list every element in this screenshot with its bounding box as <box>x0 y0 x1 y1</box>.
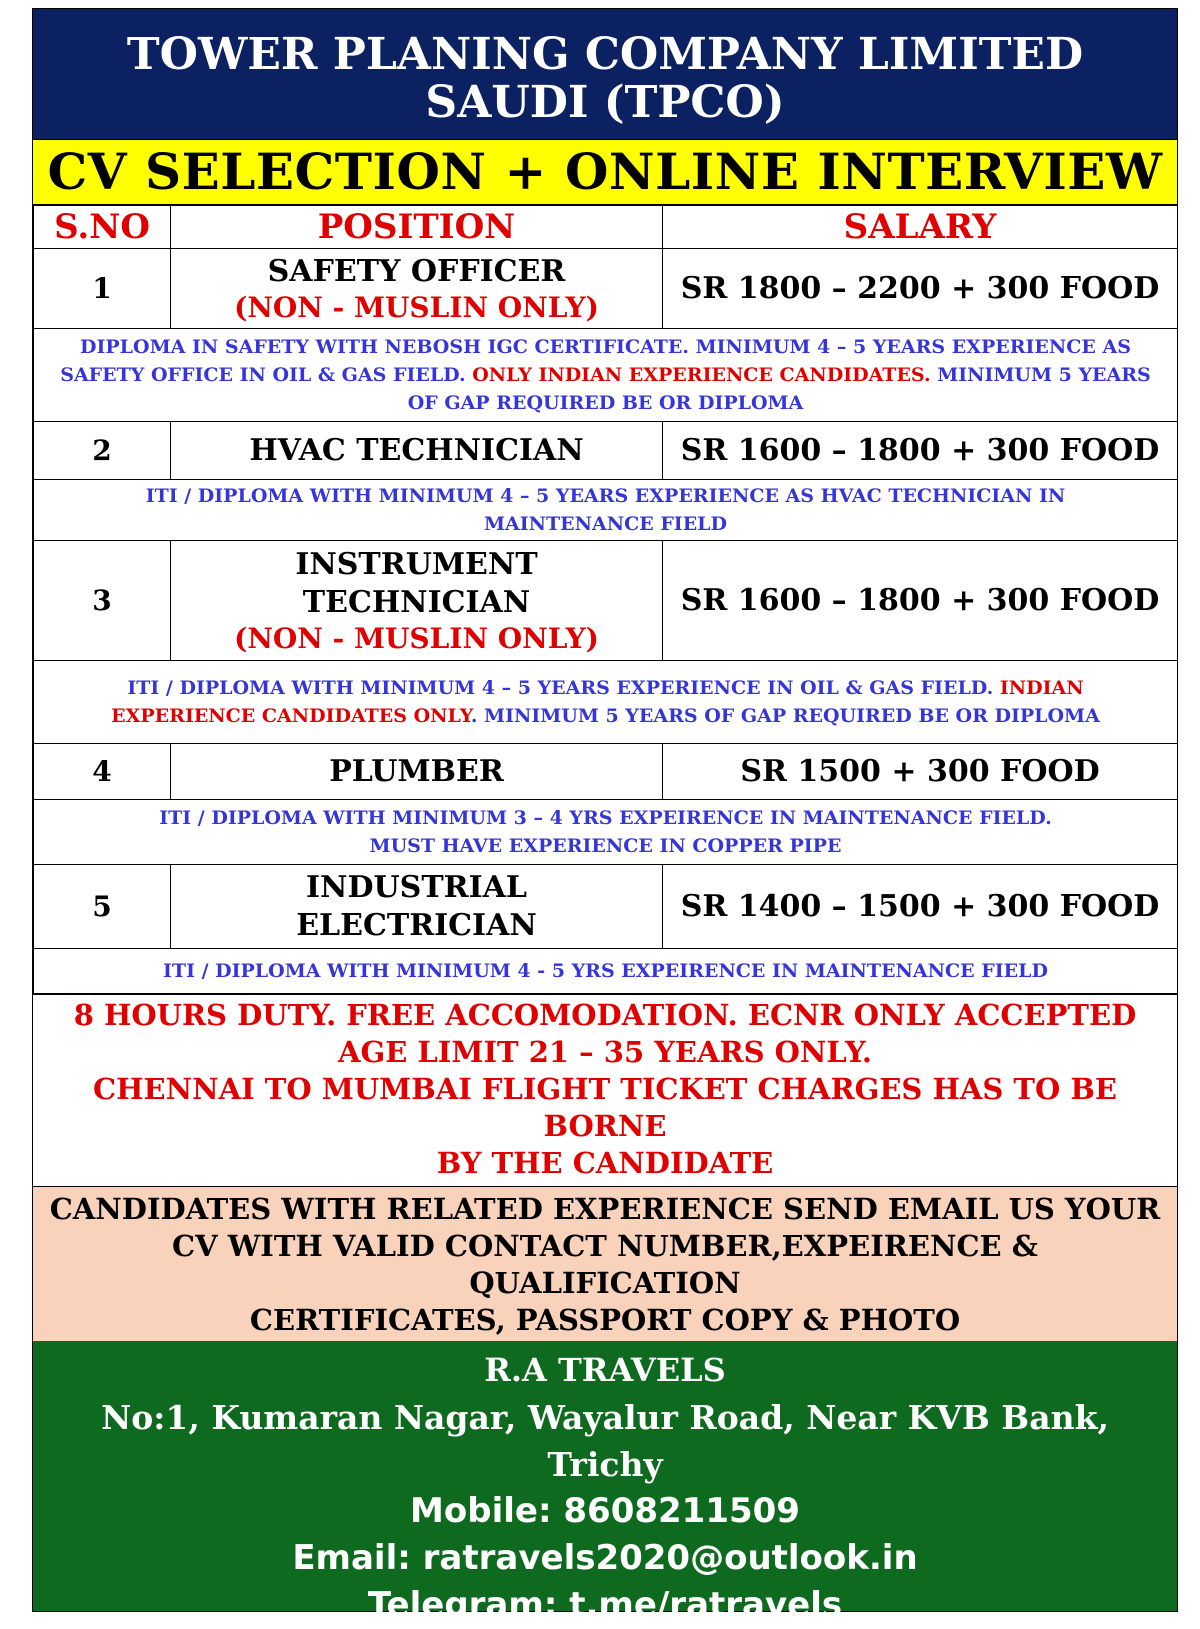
row-sno: 1 <box>34 249 171 329</box>
row-position <box>171 865 663 949</box>
desc-text: ITI / DIPLOMA WITH MINIMUM 4 – 5 YEARS EXPERIENCE IN OIL & GAS FIELD. <box>127 677 994 699</box>
agency-email: Email: ratravels2020@outlook.in <box>292 1538 918 1578</box>
row-position <box>171 249 663 329</box>
row-description <box>34 329 1178 422</box>
terms-line: 8 HOURS DUTY. FREE ACCOMODATION. ECNR ONLY ACCEPTED <box>73 998 1137 1032</box>
agency-address: No:1, Kumaran Nagar, Wayalur Road, Near KVB Bank, <box>101 1398 1109 1437</box>
row-position <box>171 541 663 661</box>
row-salary: SR 1600 – 1800 + 300 FOOD <box>663 541 1178 661</box>
table-row <box>34 744 1178 800</box>
table-row <box>34 422 1178 480</box>
row-description <box>34 480 1178 541</box>
desc-text: ITI / DIPLOMA WITH MINIMUM 3 – 4 YRS EXPEIRENCE IN MAINTENANCE FIELD. <box>159 807 1052 829</box>
table-row <box>34 249 1178 329</box>
company-name: TOWER PLANING COMPANY LIMITED <box>126 29 1084 80</box>
agency-mobile: Mobile: 8608211509 <box>410 1491 800 1531</box>
row-sno: 5 <box>34 865 171 949</box>
row-salary: SR 1400 – 1500 + 300 FOOD <box>663 865 1178 949</box>
agency-contact <box>33 1341 1177 1625</box>
position-title: SAFETY OFFICER <box>267 253 566 289</box>
table-row <box>34 865 1178 949</box>
table-header-row <box>34 206 1178 249</box>
column-header-sno: S.NO <box>34 206 171 249</box>
desc-text: DIPLOMA IN SAFETY WITH NEBOSH IGC CERTIFICATE. MINIMUM 4 – 5 YEARS EXPERIENCE AS SAFETY OFFICE IN OIL & GAS FIELD. <box>60 336 1131 386</box>
application-instructions <box>33 1186 1177 1341</box>
desc-highlight: ONLY INDIAN EXPERIENCE CANDIDATES. <box>465 364 931 386</box>
desc-text: ITI / DIPLOMA WITH MINIMUM 4 - 5 YRS EXPEIRENCE IN MAINTENANCE FIELD <box>34 949 1178 994</box>
terms-line: BY THE CANDIDATE <box>436 1146 774 1180</box>
position-title: INDUSTRIAL <box>306 869 527 905</box>
desc-text: MUST HAVE EXPERIENCE IN COPPER PIPE <box>369 835 842 857</box>
column-header-salary: SALARY <box>663 206 1178 249</box>
column-header-position: POSITION <box>171 206 663 249</box>
position-title: INSTRUMENT <box>295 546 538 582</box>
agency-telegram: Telegram: t.me/ratravels <box>367 1585 843 1625</box>
position-note: (NON - MUSLIN ONLY) <box>234 621 599 655</box>
row-salary: SR 1600 – 1800 + 300 FOOD <box>663 422 1178 480</box>
position-note: (NON - MUSLIN ONLY) <box>234 290 599 324</box>
apply-line: CERTIFICATES, PASSPORT COPY & PHOTO <box>249 1303 961 1337</box>
desc-text: ITI / DIPLOMA WITH MINIMUM 4 – 5 YEARS EXPERIENCE AS HVAC TECHNICIAN IN MAINTENANCE FIELD <box>34 480 1178 541</box>
company-country: SAUDI (TPCO) <box>425 77 785 128</box>
position-title: ELECTRICIAN <box>296 907 537 943</box>
row-position: PLUMBER <box>171 744 663 800</box>
agency-name: R.A TRAVELS <box>484 1351 726 1389</box>
desc-text: . MINIMUM 5 YEARS OF GAP REQUIRED BE OR DIPLOMA <box>470 705 1100 727</box>
table-row <box>34 541 1178 661</box>
desc-highlight: INDIAN EXPERIENCE CANDIDATES ONLY <box>111 677 1084 727</box>
company-header <box>33 9 1177 139</box>
row-description <box>34 949 1178 994</box>
position-title: TECHNICIAN <box>302 584 531 620</box>
row-description <box>34 800 1178 865</box>
positions-table <box>33 205 1178 994</box>
apply-line: CANDIDATES WITH RELATED EXPERIENCE SEND EMAIL US YOUR <box>49 1192 1161 1226</box>
row-sno: 4 <box>34 744 171 800</box>
apply-line: CV WITH VALID CONTACT NUMBER,EXPEIRENCE & QUALIFICATION <box>172 1229 1038 1300</box>
terms-line: AGE LIMIT 21 – 35 YEARS ONLY. <box>337 1035 873 1069</box>
row-sno: 2 <box>34 422 171 480</box>
row-position: HVAC TECHNICIAN <box>171 422 663 480</box>
terms-line: CHENNAI TO MUMBAI FLIGHT TICKET CHARGES HAS TO BE BORNE <box>93 1072 1117 1143</box>
row-description <box>34 661 1178 744</box>
selection-banner: CV SELECTION + ONLINE INTERVIEW <box>33 139 1177 205</box>
job-poster <box>32 8 1178 1625</box>
row-salary: SR 1800 – 2200 + 300 FOOD <box>663 249 1178 329</box>
agency-city: Trichy <box>547 1445 663 1484</box>
employment-terms <box>33 994 1177 1186</box>
desc-text: MINIMUM 5 YEARS OF GAP REQUIRED BE OR DIPLOMA <box>407 364 1151 414</box>
row-sno: 3 <box>34 541 171 661</box>
row-salary: SR 1500 + 300 FOOD <box>663 744 1178 800</box>
